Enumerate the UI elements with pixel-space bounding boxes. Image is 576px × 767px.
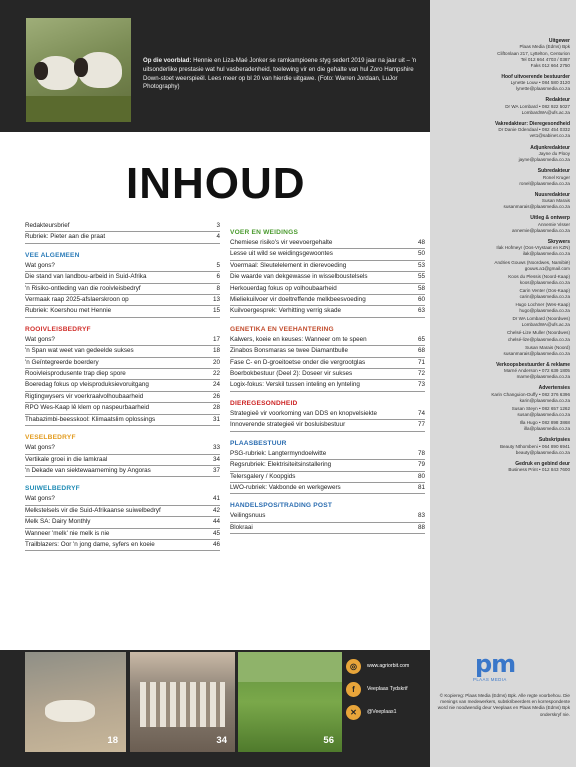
- toc-entry[interactable]: [230, 335, 425, 346]
- masthead-block: [436, 362, 570, 381]
- masthead-role: Hoof uitvoerende bestuurder: [501, 73, 570, 80]
- toc-entry-title: RPO Wes-Kaap lê klem op naspeurbaarheid: [25, 404, 150, 412]
- toc-entry-page: 46: [212, 540, 220, 548]
- masthead-block: [436, 192, 570, 211]
- masthead-line: Ronel Kruger: [542, 174, 570, 180]
- masthead-line: Dr WA Lombard (Noordwes): [512, 316, 570, 322]
- toc-entry-page: 42: [212, 506, 220, 514]
- toc-entry-title: Veilingsnuus: [230, 512, 266, 520]
- toc-entry[interactable]: [25, 415, 220, 426]
- toc-entry-title: Voermaal: Sleutelelement in dierevoeding: [230, 261, 347, 269]
- toc-entry-title: Wanneer 'melk' nie melk is nie: [25, 529, 110, 537]
- section-heading: SUIWELBEDRYF: [25, 485, 80, 493]
- toc-entry[interactable]: [25, 358, 220, 369]
- toc-entry-page: 55: [417, 273, 425, 281]
- toc-entry-title: Die waarde van dekgewasse in wisselboustelsels: [230, 273, 368, 281]
- toc-entry[interactable]: [25, 380, 220, 391]
- toc-entry[interactable]: [25, 232, 220, 243]
- masthead-block: [436, 437, 570, 456]
- masthead-block: [436, 385, 570, 432]
- toc-entry-title: Vertikale groei in die lamkraal: [25, 455, 108, 463]
- toc-entry-page: 15: [212, 307, 220, 315]
- masthead-line: susanmarais@plaasmedia.co.za: [503, 350, 570, 356]
- toc-entry[interactable]: [230, 295, 425, 306]
- masthead-role: Advertensies: [538, 385, 570, 392]
- section-heading: ROOIVLEISBEDRYF: [25, 325, 91, 333]
- masthead-line: Carin Venter (Oos-Kaap): [519, 287, 570, 293]
- facebook-icon: f: [346, 682, 361, 697]
- toc-entry-page: 33: [212, 444, 220, 452]
- toc-entry[interactable]: [25, 284, 220, 295]
- masthead-line: Dr Danie Odendaal • 082 454 0332: [498, 127, 570, 133]
- masthead-line: Plaas Media (Edms) Bpk: [519, 44, 570, 50]
- toc-entry-page: 71: [417, 358, 425, 366]
- toc-entry-page: 44: [212, 518, 220, 526]
- toc-entry-title: Herkouerdag fokus op volhoubaarheid: [230, 284, 337, 292]
- toc-entry-title: Rooivleisprodusente trap diep spore: [25, 370, 126, 378]
- masthead-line: lynette@plaasmedia.co.za: [516, 86, 570, 92]
- toc-entry[interactable]: [25, 443, 220, 454]
- toc-entry[interactable]: [25, 306, 220, 317]
- toc-entry-page: 65: [417, 335, 425, 343]
- masthead-role: Subredakteur: [537, 168, 570, 175]
- masthead-block: [436, 74, 570, 93]
- toc-entry[interactable]: [230, 272, 425, 283]
- toc-entry-title: PSG-rubriek: Langtermyndoelwitte: [230, 449, 327, 457]
- cover-caption-label: Op die voorblad:: [143, 57, 192, 64]
- toc-entry-title: Innoverende strategieë vir bosluisbestuur: [230, 421, 346, 429]
- toc-entry[interactable]: [25, 335, 220, 346]
- cover-caption: [143, 57, 421, 92]
- toc-section-rooivleisbedryf: [25, 324, 220, 426]
- masthead-block: [436, 97, 570, 116]
- globe-icon: ◎: [346, 659, 361, 674]
- toc-entry-page: 60: [417, 296, 425, 304]
- toc-entry-title: 'n Geïntegreerde boerdery: [25, 358, 99, 366]
- section-heading: DIEREGESONDHEID: [230, 399, 298, 407]
- toc-entry-page: 34: [212, 455, 220, 463]
- masthead-line: ilak@plaasmedia.co.za: [522, 251, 570, 257]
- masthead-line: Koos du Plessis (Noord-Kaap): [508, 273, 570, 279]
- toc-entry-title: 'n Dekade van siektewaarneming by Angoras: [25, 466, 151, 474]
- masthead-role: Subskripsies: [538, 437, 570, 444]
- toc-entry-title: Telersgalery / Koopgids: [230, 472, 296, 480]
- toc-entry[interactable]: [25, 540, 220, 551]
- toc-entry-title: Wat gons?: [25, 335, 55, 343]
- toc-entry[interactable]: [230, 472, 425, 483]
- toc-entry-page: 18: [212, 347, 220, 355]
- masthead-line: susanmarais@plaasmedia.co.za: [503, 204, 570, 210]
- masthead-line: vet1@sabinet.co.za: [529, 133, 570, 139]
- toc-entry-page: 48: [417, 239, 425, 246]
- toc-entry-title: Rubriek: Pieter aan die praat: [25, 233, 106, 241]
- toc-entry[interactable]: [25, 392, 220, 403]
- masthead-line: Lynette Louw • 084 580 3120: [510, 80, 570, 86]
- masthead-line: chelsé-lize@plaasmedia.co.za: [507, 336, 570, 342]
- toc-entry[interactable]: [25, 272, 220, 283]
- toc-section-handelspos: [230, 500, 425, 534]
- toc-entry-title: Die stand van landbou-arbeid in Suid-Afrika: [25, 273, 147, 281]
- masthead-line: Chelsé-Lize Muller (Noordwes): [506, 330, 570, 336]
- toc-section-intro: [25, 221, 220, 244]
- toc-entry-page: 13: [212, 296, 220, 304]
- toc-entry-title: Trailblazers: Oor 'n jong dame, syfers en koeie: [25, 540, 155, 548]
- toc-section-veselbedryf: [25, 432, 220, 477]
- masthead-line: Hugo Lochner (Wes-Kaap): [515, 302, 570, 308]
- toc-entry-page: 20: [212, 358, 220, 366]
- toc-entry-page: 68: [417, 347, 425, 355]
- toc-entry-title: Wat gons?: [25, 444, 55, 452]
- toc-entry-title: Boerbokbestuur (Deel 2): Doseer vir sukses: [230, 370, 353, 378]
- masthead-role: Nuusredakteur: [534, 191, 570, 198]
- toc-entry-title: Fase C- en D-groeitoetse onder die vergrootglas: [230, 358, 366, 366]
- toc-entry-page: 72: [417, 370, 425, 378]
- toc-entry-title: Wat gons?: [25, 495, 55, 503]
- masthead-line: Tel 012 664 4703 / 0387: [520, 56, 570, 62]
- toc-section-vee_algemeen: [25, 250, 220, 318]
- toc-entry[interactable]: [25, 455, 220, 466]
- toc-section-genetika: [230, 324, 425, 392]
- toc-entry-page: 53: [417, 261, 425, 269]
- toc-entry-title: Logix-fokus: Verskil tussen inteling en lynteling: [230, 381, 360, 389]
- photo-pasture[interactable]: [238, 652, 342, 752]
- section-heading: HANDELSPOS/TRADING POST: [230, 502, 333, 510]
- toc-entry[interactable]: [25, 494, 220, 505]
- toc-entry[interactable]: [230, 284, 425, 295]
- section-heading: VESELBEDRYF: [25, 434, 76, 442]
- toc-entry[interactable]: [25, 346, 220, 357]
- toc-entry[interactable]: [230, 409, 425, 420]
- toc-entry-page: 41: [212, 495, 220, 503]
- toc-entry-page: 3: [216, 222, 220, 229]
- toc-section-suiwelbedryf: [25, 483, 220, 551]
- masthead-line: marne@plaasmedia.co.za: [516, 374, 570, 380]
- social-link[interactable]: [346, 702, 430, 722]
- masthead-line: Andries Gouws (Noordwes, Namibië): [494, 259, 570, 265]
- masthead-line: Illa Hugo • 082 898 3868: [519, 420, 570, 426]
- masthead-line: Jayne du Plooy: [538, 150, 570, 156]
- social-link[interactable]: [346, 679, 430, 699]
- toc-entry-page: 17: [212, 335, 220, 343]
- toc-entry[interactable]: [230, 511, 425, 522]
- toc-entry-page: 74: [417, 409, 425, 417]
- section-heading: VEE ALGEMEEN: [25, 251, 80, 259]
- toc-entry[interactable]: [25, 506, 220, 517]
- toc-entry-page: 83: [417, 512, 425, 520]
- masthead-line: Dr WA Lombard • 082 922 5027: [505, 103, 570, 109]
- masthead-line: LombardWA@ufs.ac.za: [521, 322, 570, 328]
- plaas-media-logo: [461, 651, 531, 691]
- masthead-line: Marné Anderson • 072 639 1805: [504, 368, 570, 374]
- social-link[interactable]: [346, 656, 430, 676]
- masthead-line: Faks 012 664 2750: [530, 62, 570, 68]
- toc-entry-title: Thabazimbi-beesskool: Klimaatslim oplossings: [25, 415, 156, 423]
- toc-entry-title: Regsrubriek: Elektrisiteitsinstallering: [230, 461, 332, 469]
- toc-entry-page: 79: [417, 461, 425, 469]
- page-title: INHOUD: [126, 159, 306, 208]
- toc-entry[interactable]: [25, 221, 220, 232]
- toc-entry-page: 81: [417, 483, 425, 491]
- toc-entry-page: 24: [212, 381, 220, 389]
- masthead-line: beauty@plaasmedia.co.za: [515, 449, 570, 455]
- masthead-role: Verkoopsbestuurder & reklame: [496, 361, 570, 368]
- toc-section-dieregesondheid: [230, 398, 425, 432]
- social-link-text: Veeplaas Tydskrif: [367, 686, 408, 692]
- toc-entry-page: 50: [417, 250, 425, 258]
- toc-entry[interactable]: [230, 261, 425, 272]
- toc-section-voer_en_weidings: [230, 227, 425, 318]
- toc-entry-title: Lesse uit wild se weidingsgewoontes: [230, 250, 333, 258]
- section-heading: VOER EN WEIDINGS: [230, 229, 299, 236]
- masthead-line: Karin Changuion-Duffy • 082 376 6396: [491, 391, 570, 397]
- masthead-line: LombardWA@ufs.ac.za: [521, 109, 570, 115]
- masthead-line: Ilak Hofmeyr (Oos-Vrystaat en KZN): [496, 245, 570, 251]
- toc-entry[interactable]: [230, 249, 425, 260]
- toc-entry-page: 73: [417, 381, 425, 389]
- masthead-line: Susan Steyn • 082 657 1262: [511, 406, 570, 412]
- section-heading: GENETIKA EN VEEHANTERING: [230, 325, 334, 333]
- toc-entry-page: 4: [216, 233, 220, 241]
- cover-banner: [0, 0, 430, 132]
- photo-page-number: 34: [216, 735, 227, 746]
- toc-entry-title: Wat gons?: [25, 261, 55, 269]
- masthead-line: gouws.a1@gmail.com: [524, 265, 570, 271]
- masthead-line: Cliftonlaan 217, Lyttelton, Centurion: [497, 50, 570, 56]
- toc-entry-title: Strategieë vir voorkoming van DDS en knopvelsiekte: [230, 409, 377, 417]
- masthead-block: [436, 215, 570, 234]
- toc-entry-title: Rigtingwysers vir voerkraalvolhoubaarheid: [25, 392, 144, 400]
- toc-entry[interactable]: [230, 346, 425, 357]
- masthead-block: [436, 461, 570, 474]
- toc-section-plaasbestuur: [230, 438, 425, 495]
- toc-entry[interactable]: [230, 358, 425, 369]
- masthead-line: illa@plaasmedia.co.za: [523, 426, 570, 432]
- toc-entry-title: Melk SA: Dairy Monthly: [25, 518, 91, 526]
- toc-entry-page: 6: [216, 273, 220, 281]
- toc-entry-page: 63: [417, 307, 425, 315]
- toc-entry-title: Chemiese risiko's vir veevoergehalte: [230, 239, 333, 246]
- masthead-role: Uitleg & ontwerp: [530, 215, 570, 222]
- masthead-block: [436, 239, 570, 357]
- toc-entry-page: 8: [216, 284, 220, 292]
- masthead-role: Skrywers: [547, 238, 570, 245]
- social-link-text: www.agriorbit.com: [367, 663, 410, 669]
- toc-entry-title: Blokraai: [230, 523, 253, 531]
- toc-entry-title: Vermaak raap 2025-afslaerskroon op: [25, 296, 129, 304]
- photo-page-number: 56: [323, 735, 334, 746]
- toc-entry[interactable]: [25, 295, 220, 306]
- toc-entry[interactable]: [230, 369, 425, 380]
- toc-entry[interactable]: [25, 529, 220, 540]
- masthead-line: annemie@plaasmedia.co.za: [511, 227, 570, 233]
- toc-entry-title: Redakteursbrief: [25, 222, 70, 229]
- toc-left-column: [25, 224, 220, 557]
- toc-entry[interactable]: [25, 403, 220, 414]
- toc-entry-page: 26: [212, 392, 220, 400]
- toc-entry-page: 37: [212, 466, 220, 474]
- social-links: [346, 656, 430, 725]
- toc-entry-title: Kuilvoergesprek: Verhitting verrig skade: [230, 307, 341, 315]
- toc-entry[interactable]: [25, 466, 220, 477]
- masthead-line: Business Print • 012 843 7600: [508, 467, 570, 473]
- masthead-block: [436, 121, 570, 140]
- masthead-line: carin@plaasmedia.co.za: [519, 294, 570, 299]
- toc-entry-title: Melkstelsels vir die Suid-Afrikaanse suiwelbedryf: [25, 506, 161, 514]
- toc-entry[interactable]: [230, 420, 425, 431]
- masthead-block: [436, 38, 570, 69]
- copyright-note: © Kopiereg: Plaas Media (Edms) Bpk. Alle regte voorbehou. Die menings van medewerkers, subskribeerders en korrespondente word nie noodwendig deur Veeplaas en Plaas Media (Edms) Bpk onderskryf nie.: [437, 693, 570, 717]
- photo-goats[interactable]: [130, 652, 235, 752]
- toc-entry[interactable]: [230, 483, 425, 494]
- toc-entry-page: 5: [216, 261, 220, 269]
- toc-entry-page: 22: [212, 370, 220, 378]
- masthead-line: Susan Marais (Noord): [525, 344, 570, 350]
- photo-lamb[interactable]: [25, 652, 126, 752]
- toc-entry-page: 28: [212, 404, 220, 412]
- masthead-line: Beauty Nthombeni • 064 890 6941: [499, 443, 570, 449]
- toc-entry[interactable]: [25, 517, 220, 528]
- toc-entry-title: 'n Span wat weet van gedeelde sukses: [25, 347, 134, 355]
- toc-entry[interactable]: [230, 380, 425, 391]
- masthead-line: Susan Marais: [541, 198, 570, 204]
- toc-entry-page: 58: [417, 284, 425, 292]
- toc-entry-page: 45: [212, 529, 220, 537]
- cover-caption-text: Hennie en Liza-Maé Jonker se ramkampioene styg sedert 2019 jaar na jaar uit – 'n uitsonderlike prestasie wat hul vasberadenheid, toelewing vir en die gehalte van hul Zoro Hampshire Down-stoet weerspieël. Lees meer op bl 20 van hierdie uitgawe. (Foto: Warren Jordaan, LuJor Photography): [143, 57, 417, 91]
- toc-entry[interactable]: [230, 238, 425, 249]
- masthead-line: koos@plaasmedia.co.za: [519, 279, 570, 285]
- toc-entry-title: LWO-rubriek: Vakbonde en werkgewers: [230, 483, 341, 491]
- toc-entry[interactable]: [25, 261, 220, 272]
- masthead-block: [436, 145, 570, 164]
- masthead-line: susan@plaasmedia.co.za: [517, 412, 570, 418]
- logo-subtext: PLAAS MEDIA: [473, 677, 507, 682]
- toc-entry[interactable]: [230, 449, 425, 460]
- toc-entry-page: 80: [417, 472, 425, 480]
- toc-entry-title: 'n Risiko-ontleding van die rooivleisbedryf: [25, 284, 141, 292]
- masthead-role: Vakredakteur: Dieregesondheid: [494, 120, 570, 127]
- toc-entry-title: Zinabos Bonsmaras se twee Diamantbulle: [230, 347, 348, 355]
- masthead-line: ronel@plaasmedia.co.za: [519, 180, 570, 186]
- toc-entry-page: 88: [417, 523, 425, 531]
- toc-entry[interactable]: [25, 369, 220, 380]
- masthead-role: Uitgewer: [548, 38, 570, 44]
- toc-entry-page: 77: [417, 421, 425, 429]
- toc-entry-title: Mieliekuilvoer vir doeltreffende melkbeesvoeding: [230, 296, 366, 304]
- social-link-text: @Veeplaas1: [367, 709, 397, 715]
- masthead-role: Adjunkredakteur: [530, 144, 570, 151]
- masthead-role: Gedruk en gebind deur: [515, 461, 570, 467]
- masthead-line: jayne@plaasmedia.co.za: [518, 157, 570, 163]
- masthead-role: Redakteur: [545, 97, 570, 104]
- toc-entry[interactable]: [230, 460, 425, 471]
- photo-page-number: 18: [107, 735, 118, 746]
- toc-entry-page: 78: [417, 449, 425, 457]
- toc-entry-title: Kalwers, koeie en keuses: Wanneer om te speen: [230, 335, 367, 343]
- x-icon: ✕: [346, 705, 361, 720]
- toc-entry[interactable]: [230, 306, 425, 317]
- toc-entry-page: 31: [212, 415, 220, 423]
- masthead-line: hugo@plaasmedia.co.za: [519, 308, 570, 314]
- cover-photo-sheep: [26, 18, 131, 122]
- toc-right-column: [230, 224, 425, 540]
- toc-entry-title: Boeredag fokus op vleisproduksievoruitgang: [25, 381, 149, 389]
- toc-entry-title: Rubriek: Koershou met Hennie: [25, 307, 112, 315]
- logo-mark: pm: [475, 650, 516, 678]
- masthead-block: [436, 168, 570, 187]
- section-heading: PLAASBESTUUR: [230, 439, 287, 447]
- masthead-line: karin@plaasmedia.co.za: [519, 397, 570, 403]
- toc-entry[interactable]: [230, 523, 425, 534]
- masthead-line: Annemie Visser: [537, 221, 570, 227]
